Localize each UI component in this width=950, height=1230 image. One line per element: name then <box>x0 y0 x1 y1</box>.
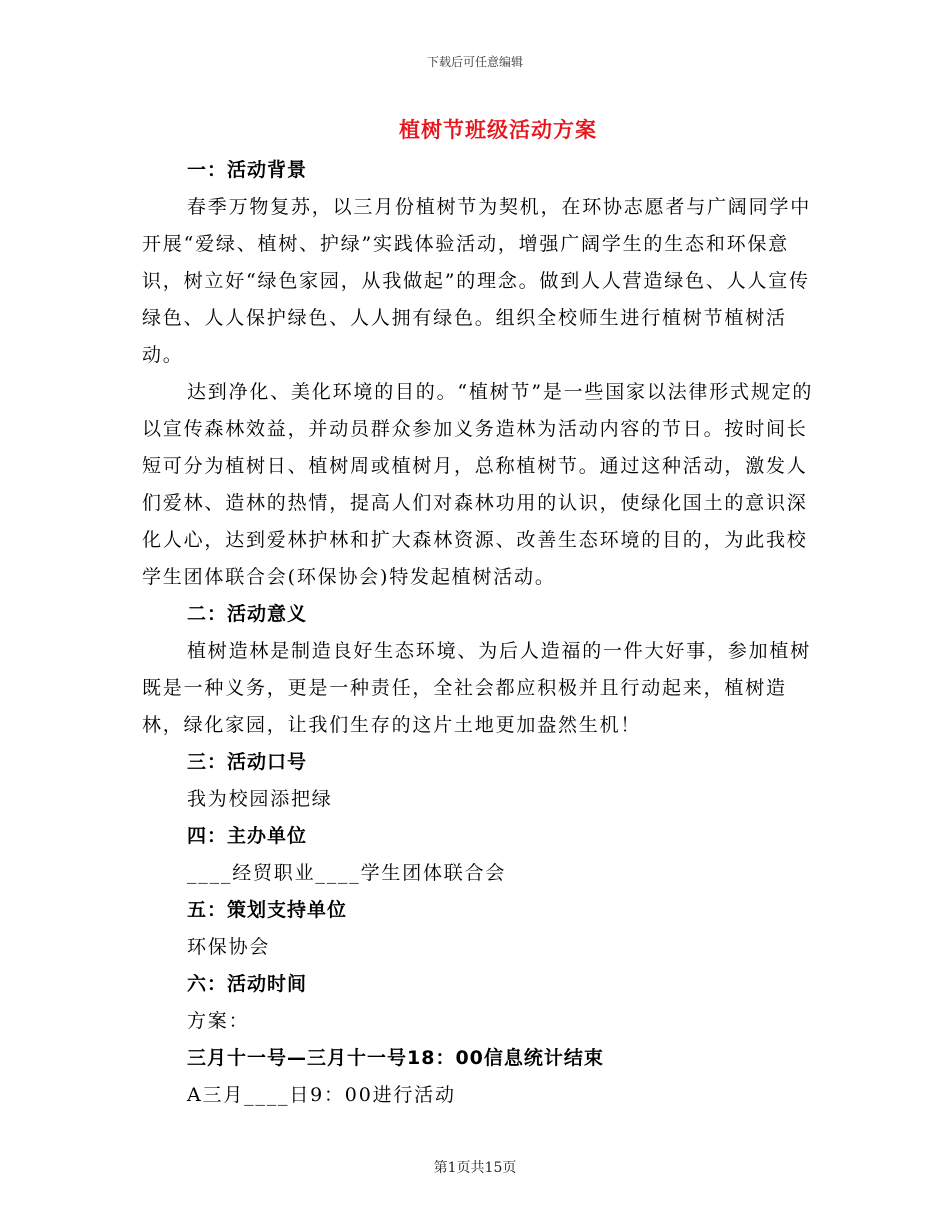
paragraph-significance: 植树造林是制造良好生态环境、为后人造福的一件大好事，参加植树既是一种义务，更是一种责任，全社会都应积极并且行动起来，植树造林，绿化家园，让我们生存的这片土地更加盎然生机！ <box>142 640 812 736</box>
document-title: 植树节班级活动方案 <box>399 117 597 142</box>
plan-label: 方案： <box>187 1010 250 1032</box>
slogan-text: 我为校园添把绿 <box>187 788 333 810</box>
document-body <box>142 152 814 1114</box>
paragraph-background-2: 达到净化、美化环境的目的。“植树节”是一些国家以法律形式规定的以宣传森林效益，并动员群众参加义务造林为活动内容的节日。按时间长短可分为植树日、植树周或植树月，总称植树节。通过这种活动，激发人们爱林、造林的热情，提高人们对森林功用的认识，使绿化国土的意识深化人心，达到爱林护林和扩大森林资源、改善生态环境的目的，为此我校学生团体联合会(环保协会)特发起植树活动。 <box>142 381 814 588</box>
section-heading-significance: 二：活动意义 <box>187 603 308 625</box>
schedule-deadline: 三月十一号—三月十一号18：00信息统计结束 <box>187 1047 604 1069</box>
schedule-activity: A三月____日9：00进行活动 <box>187 1084 456 1106</box>
section-heading-organizer: 四：主办单位 <box>187 825 308 847</box>
support-text: 环保协会 <box>187 936 271 958</box>
organizer-text: ____经贸职业____学生团体联合会 <box>187 862 507 884</box>
section-heading-time: 六：活动时间 <box>187 973 308 995</box>
header-note: 下载后可任意编辑 <box>426 55 523 69</box>
paragraph-background-1: 春季万物复苏，以三月份植树节为契机，在环协志愿者与广阔同学中开展“爱绿、植树、护绿”实践体验活动，增强广阔学生的生态和环保意识，树立好“绿色家园，从我做起”的理念。做到人人营造绿色、人人宣传绿色、人人保护绿色、人人拥有绿色。组织全校师生进行植树节植树活动。 <box>142 196 812 366</box>
section-heading-slogan: 三：活动口号 <box>187 751 308 773</box>
section-heading-support: 五：策划支持单位 <box>187 899 348 921</box>
page-footer: 第1页共15页 <box>433 1160 517 1176</box>
section-heading-background: 一：活动背景 <box>187 159 308 181</box>
